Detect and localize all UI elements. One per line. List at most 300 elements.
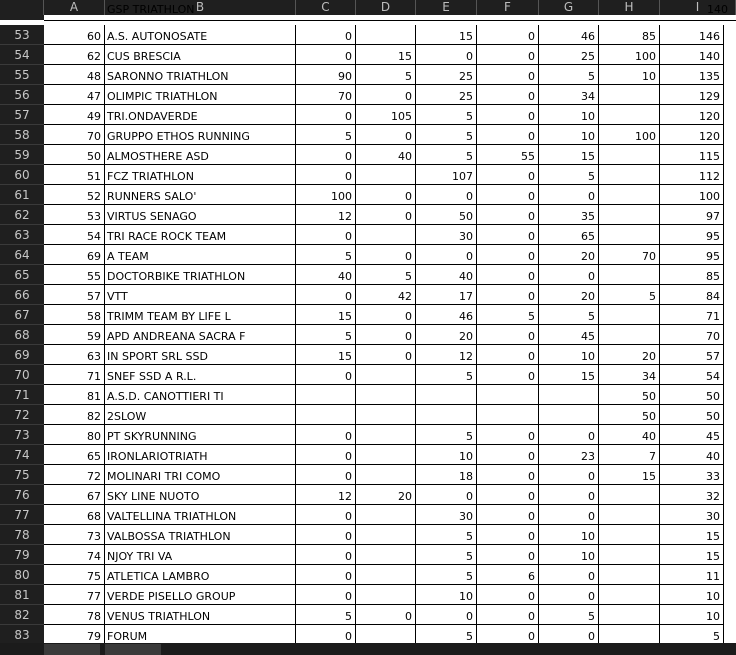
cell-a[interactable]: 77 (44, 585, 105, 605)
row-header[interactable]: 71 (0, 385, 44, 405)
cell-g[interactable]: 5 (539, 305, 599, 325)
cell-e[interactable]: 46 (416, 305, 477, 325)
cell-b[interactable]: SNEF SSD A R.L. (105, 365, 296, 385)
cell-c[interactable]: 0 (296, 105, 356, 125)
cell-h[interactable]: 20 (599, 345, 660, 365)
cell-c[interactable]: 0 (296, 465, 356, 485)
cell-b[interactable]: DOCTORBIKE TRIATHLON (105, 265, 296, 285)
cell-f[interactable]: 0 (477, 605, 539, 625)
cell-f[interactable]: 0 (477, 265, 539, 285)
cell-g[interactable]: 0 (539, 505, 599, 525)
cell-a[interactable]: 50 (44, 145, 105, 165)
cell-e[interactable]: 5 (416, 145, 477, 165)
cell-a[interactable]: 52 (44, 185, 105, 205)
cell-h[interactable]: 50 (599, 405, 660, 425)
cell-f[interactable]: 55 (477, 145, 539, 165)
cell-i[interactable]: 135 (660, 65, 724, 85)
cell-b[interactable]: SKY LINE NUOTO (105, 485, 296, 505)
cell-a[interactable]: 78 (44, 605, 105, 625)
cell-b[interactable]: APD ANDREANA SACRA F (105, 325, 296, 345)
cell-g[interactable]: 23 (539, 445, 599, 465)
cell-a[interactable]: 82 (44, 405, 105, 425)
sheet-tab-1[interactable] (44, 644, 100, 655)
cell-c[interactable]: 15 (296, 345, 356, 365)
cell-e[interactable]: 107 (416, 165, 477, 185)
cell-f[interactable]: 0 (477, 505, 539, 525)
cell-a[interactable]: 80 (44, 425, 105, 445)
cell-f[interactable]: 0 (477, 205, 539, 225)
column-header-e[interactable]: E (416, 0, 477, 15)
cell-c[interactable]: 5 (296, 125, 356, 145)
cell-e[interactable]: 0 (416, 605, 477, 625)
cell-f[interactable]: 0 (477, 345, 539, 365)
cell-g[interactable]: 0 (539, 565, 599, 585)
cell-d[interactable]: 0 (356, 125, 416, 145)
cell-i[interactable]: 120 (660, 125, 724, 145)
cell-b[interactable]: TRI RACE ROCK TEAM (105, 225, 296, 245)
cell-c[interactable]: 12 (296, 205, 356, 225)
cell-f[interactable]: 0 (477, 465, 539, 485)
cell-c[interactable]: 0 (296, 45, 356, 65)
cell-c[interactable]: 100 (296, 185, 356, 205)
cell-h[interactable] (599, 525, 660, 545)
cell-h[interactable] (599, 325, 660, 345)
cell-f[interactable]: 0 (477, 445, 539, 465)
cell-h[interactable] (599, 565, 660, 585)
sheet-tab-2[interactable] (105, 644, 161, 655)
cell-h[interactable] (599, 225, 660, 245)
cell-i[interactable]: 71 (660, 305, 724, 325)
cell-d[interactable] (356, 365, 416, 385)
cell-b[interactable]: TRI.ONDAVERDE (105, 105, 296, 125)
column-header-i[interactable]: I (660, 0, 736, 15)
cell-a[interactable]: 70 (44, 125, 105, 145)
cell-a[interactable]: 75 (44, 565, 105, 585)
cell-h[interactable] (599, 305, 660, 325)
cell-b[interactable]: MOLINARI TRI COMO (105, 465, 296, 485)
cell-f[interactable] (477, 385, 539, 405)
cell-h[interactable] (599, 505, 660, 525)
cell-i[interactable]: 50 (660, 405, 724, 425)
cell-d[interactable] (356, 425, 416, 445)
cell-i[interactable]: 95 (660, 245, 724, 265)
cell-i[interactable]: 70 (660, 325, 724, 345)
cell-g[interactable]: 0 (539, 185, 599, 205)
cell-g[interactable]: 5 (539, 165, 599, 185)
cell-g[interactable] (539, 385, 599, 405)
row-header[interactable]: 81 (0, 585, 44, 605)
row-header[interactable]: 65 (0, 265, 44, 285)
cell-e[interactable]: 10 (416, 445, 477, 465)
cell-f[interactable]: 0 (477, 585, 539, 605)
cell-i[interactable]: 33 (660, 465, 724, 485)
cell-f[interactable]: 0 (477, 225, 539, 245)
cell-f[interactable]: 0 (477, 85, 539, 105)
cell-a[interactable]: 68 (44, 505, 105, 525)
cell-e[interactable]: 18 (416, 465, 477, 485)
cell-h[interactable] (599, 485, 660, 505)
cell-g[interactable]: 10 (539, 125, 599, 145)
cell-e[interactable]: 5 (416, 125, 477, 145)
column-header-c[interactable]: C (296, 0, 356, 15)
cell-e[interactable]: 20 (416, 325, 477, 345)
cell-a[interactable]: 54 (44, 225, 105, 245)
cell-d[interactable] (356, 465, 416, 485)
cell-e[interactable]: 25 (416, 85, 477, 105)
cell-b[interactable]: A.S. AUTONOSATE (105, 25, 296, 45)
cell-d[interactable] (356, 445, 416, 465)
cell-g[interactable]: 35 (539, 205, 599, 225)
cell-h[interactable] (599, 585, 660, 605)
cell-i[interactable]: 57 (660, 345, 724, 365)
cell-f[interactable]: 0 (477, 125, 539, 145)
row-header[interactable]: 82 (0, 605, 44, 625)
cell-f[interactable]: 0 (477, 545, 539, 565)
cell-b[interactable]: RUNNERS SALO' (105, 185, 296, 205)
cell-b[interactable]: NJOY TRI VA (105, 545, 296, 565)
cell-a[interactable]: 48 (44, 65, 105, 85)
cell-f[interactable] (477, 405, 539, 425)
cell-a[interactable]: 62 (44, 45, 105, 65)
cell-i[interactable]: 32 (660, 485, 724, 505)
cell-f[interactable]: 0 (477, 25, 539, 45)
cell-g[interactable]: 0 (539, 265, 599, 285)
cell-b[interactable]: ALMOSTHERE ASD (105, 145, 296, 165)
cell-b[interactable]: VALBOSSA TRIATHLON (105, 525, 296, 545)
cell-f[interactable]: 0 (477, 425, 539, 445)
cell-g[interactable]: 15 (539, 145, 599, 165)
cell-d[interactable]: 0 (356, 205, 416, 225)
cell-d[interactable] (356, 625, 416, 645)
cell-c[interactable]: 0 (296, 525, 356, 545)
cell-d[interactable] (356, 405, 416, 425)
cell-i[interactable]: 140 (660, 45, 724, 65)
select-all-corner[interactable] (0, 0, 44, 15)
cell-i[interactable]: 97 (660, 205, 724, 225)
cell-b[interactable]: SARONNO TRIATHLON (105, 65, 296, 85)
cell-d[interactable]: 5 (356, 265, 416, 285)
cell-d[interactable]: 20 (356, 485, 416, 505)
column-header-f[interactable]: F (477, 0, 539, 15)
cell-d[interactable] (356, 165, 416, 185)
cell-e[interactable]: 25 (416, 65, 477, 85)
cell-g[interactable]: 10 (539, 545, 599, 565)
cell-h[interactable] (599, 145, 660, 165)
row-header[interactable]: 75 (0, 465, 44, 485)
cell-b[interactable]: VTT (105, 285, 296, 305)
cell-b[interactable]: VENUS TRIATHLON (105, 605, 296, 625)
cell-f[interactable]: 0 (477, 325, 539, 345)
cell-c[interactable]: 90 (296, 65, 356, 85)
cell-a[interactable]: 73 (44, 525, 105, 545)
row-header[interactable]: 57 (0, 105, 44, 125)
cell-i[interactable]: 15 (660, 545, 724, 565)
cell-h[interactable]: 100 (599, 45, 660, 65)
cell-a[interactable]: 58 (44, 305, 105, 325)
cell-h[interactable] (599, 545, 660, 565)
cell-h[interactable]: 50 (599, 385, 660, 405)
row-header[interactable]: 64 (0, 245, 44, 265)
cell-a[interactable]: 74 (44, 545, 105, 565)
cell-d[interactable]: 5 (356, 65, 416, 85)
cell-e[interactable]: 0 (416, 45, 477, 65)
cell-c[interactable]: 0 (296, 425, 356, 445)
cell-h[interactable]: 7 (599, 445, 660, 465)
cell-c[interactable]: 0 (296, 225, 356, 245)
cell-d[interactable] (356, 385, 416, 405)
cell-h[interactable] (599, 625, 660, 645)
cell-f[interactable]: 0 (477, 65, 539, 85)
cell-e[interactable]: 0 (416, 185, 477, 205)
cell-c[interactable]: 5 (296, 325, 356, 345)
cell-d[interactable]: 105 (356, 105, 416, 125)
row-header[interactable]: 66 (0, 285, 44, 305)
cell-e[interactable] (416, 405, 477, 425)
cell-f[interactable]: 0 (477, 485, 539, 505)
cell-i[interactable]: 84 (660, 285, 724, 305)
cell-g[interactable]: 65 (539, 225, 599, 245)
cell-g[interactable]: 0 (539, 585, 599, 605)
cell-d[interactable] (356, 565, 416, 585)
cell-d[interactable]: 0 (356, 305, 416, 325)
cell-i[interactable]: 10 (660, 585, 724, 605)
cell-h[interactable]: 40 (599, 425, 660, 445)
cell-b[interactable]: IRONLARIOTRIATH (105, 445, 296, 465)
cell-b[interactable]: VIRTUS SENAGO (105, 205, 296, 225)
cell-b[interactable]: ATLETICA LAMBRO (105, 565, 296, 585)
cell-g[interactable]: 0 (539, 425, 599, 445)
cell-g[interactable]: 0 (539, 625, 599, 645)
cell-g[interactable]: 5 (539, 65, 599, 85)
cell-a[interactable]: 65 (44, 445, 105, 465)
cell-e[interactable]: 5 (416, 105, 477, 125)
cell-i[interactable]: 54 (660, 365, 724, 385)
row-header[interactable]: 59 (0, 145, 44, 165)
cell-d[interactable]: 40 (356, 145, 416, 165)
column-header-b[interactable]: B (105, 0, 296, 15)
cell-e[interactable]: 17 (416, 285, 477, 305)
cell-b[interactable]: OLIMPIC TRIATHLON (105, 85, 296, 105)
row-header[interactable]: 53 (0, 25, 44, 45)
cell-e[interactable]: 15 (416, 25, 477, 45)
cell-c[interactable]: 0 (296, 505, 356, 525)
cell-f[interactable]: 5 (477, 305, 539, 325)
cell-i[interactable]: 10 (660, 605, 724, 625)
cell-c[interactable]: 40 (296, 265, 356, 285)
cell-g[interactable]: 10 (539, 345, 599, 365)
cell-d[interactable] (356, 585, 416, 605)
cell-e[interactable]: 5 (416, 525, 477, 545)
cell-e[interactable]: 5 (416, 425, 477, 445)
cell-a[interactable]: 72 (44, 465, 105, 485)
cell-d[interactable]: 0 (356, 245, 416, 265)
cell-c[interactable]: 0 (296, 545, 356, 565)
cell-i[interactable]: 5 (660, 625, 724, 645)
cell-d[interactable]: 42 (356, 285, 416, 305)
row-header[interactable]: 74 (0, 445, 44, 465)
cell-i[interactable]: 146 (660, 25, 724, 45)
cell-i[interactable]: 129 (660, 85, 724, 105)
cell-g[interactable]: 46 (539, 25, 599, 45)
cell-f[interactable]: 0 (477, 185, 539, 205)
row-header[interactable]: 62 (0, 205, 44, 225)
cell-e[interactable]: 5 (416, 545, 477, 565)
cell-e[interactable]: 0 (416, 245, 477, 265)
cell-a[interactable]: 69 (44, 245, 105, 265)
cell-b[interactable]: A.S.D. CANOTTIERI TI (105, 385, 296, 405)
cell-c[interactable]: 0 (296, 285, 356, 305)
row-header[interactable]: 69 (0, 345, 44, 365)
cell-i[interactable]: 30 (660, 505, 724, 525)
cell-c[interactable]: 0 (296, 25, 356, 45)
cell-f[interactable]: 0 (477, 45, 539, 65)
cell-d[interactable] (356, 225, 416, 245)
cell-a[interactable]: 47 (44, 85, 105, 105)
cell-e[interactable]: 40 (416, 265, 477, 285)
cell-b[interactable]: VERDE PISELLO GROUP (105, 585, 296, 605)
cell-d[interactable] (356, 25, 416, 45)
cell-f[interactable]: 0 (477, 625, 539, 645)
row-header[interactable]: 77 (0, 505, 44, 525)
cell-c[interactable]: 0 (296, 585, 356, 605)
cell-d[interactable]: 0 (356, 325, 416, 345)
cell-h[interactable]: 15 (599, 465, 660, 485)
cell-e[interactable]: 5 (416, 625, 477, 645)
cell-f[interactable]: 0 (477, 245, 539, 265)
cell-a[interactable]: 67 (44, 485, 105, 505)
row-header[interactable]: 78 (0, 525, 44, 545)
cell-h[interactable] (599, 165, 660, 185)
cell-d[interactable] (356, 545, 416, 565)
cell-h[interactable]: 5 (599, 285, 660, 305)
cell-a[interactable]: 60 (44, 25, 105, 45)
cell-i[interactable]: 115 (660, 145, 724, 165)
cell-i[interactable]: 45 (660, 425, 724, 445)
cell-a[interactable]: 63 (44, 345, 105, 365)
column-header-d[interactable]: D (356, 0, 416, 15)
cell-b[interactable]: PT SKYRUNNING (105, 425, 296, 445)
cell-f[interactable]: 0 (477, 165, 539, 185)
cell-d[interactable] (356, 505, 416, 525)
cell-h[interactable] (599, 605, 660, 625)
cell-h[interactable] (599, 185, 660, 205)
cell-h[interactable]: 34 (599, 365, 660, 385)
cell-c[interactable]: 0 (296, 365, 356, 385)
cell-e[interactable]: 12 (416, 345, 477, 365)
row-header[interactable]: 80 (0, 565, 44, 585)
cell-g[interactable] (539, 405, 599, 425)
cell-a[interactable]: 51 (44, 165, 105, 185)
cell-c[interactable]: 70 (296, 85, 356, 105)
cell-g[interactable]: 0 (539, 485, 599, 505)
cell-e[interactable]: 0 (416, 485, 477, 505)
cell-b[interactable]: TRIMM TEAM BY LIFE L (105, 305, 296, 325)
cell-b[interactable]: CUS BRESCIA (105, 45, 296, 65)
cell-i[interactable]: 40 (660, 445, 724, 465)
cell-g[interactable]: 5 (539, 605, 599, 625)
row-header[interactable]: 70 (0, 365, 44, 385)
cell-b[interactable]: GRUPPO ETHOS RUNNING (105, 125, 296, 145)
row-header[interactable]: 56 (0, 85, 44, 105)
cell-h[interactable] (599, 265, 660, 285)
cell-i[interactable]: 120 (660, 105, 724, 125)
cell-h[interactable]: 70 (599, 245, 660, 265)
row-header[interactable]: 72 (0, 405, 44, 425)
cell-c[interactable]: 5 (296, 245, 356, 265)
cell-e[interactable]: 30 (416, 225, 477, 245)
cell-b[interactable]: A TEAM (105, 245, 296, 265)
cell-f[interactable]: 0 (477, 285, 539, 305)
cell-c[interactable]: 15 (296, 305, 356, 325)
cell-g[interactable]: 25 (539, 45, 599, 65)
cell-b[interactable]: 2SLOW (105, 405, 296, 425)
cell-d[interactable] (356, 525, 416, 545)
row-header[interactable]: 73 (0, 425, 44, 445)
cell-g[interactable]: 0 (539, 465, 599, 485)
cell-h[interactable] (599, 85, 660, 105)
cell-i[interactable]: 50 (660, 385, 724, 405)
cell-i[interactable]: 95 (660, 225, 724, 245)
cell-f[interactable]: 0 (477, 105, 539, 125)
cell-g[interactable]: 34 (539, 85, 599, 105)
cell-d[interactable]: 0 (356, 85, 416, 105)
row-header[interactable]: 67 (0, 305, 44, 325)
cell-d[interactable]: 0 (356, 345, 416, 365)
cell-e[interactable]: 5 (416, 365, 477, 385)
cell-c[interactable]: 0 (296, 445, 356, 465)
cell-c[interactable] (296, 385, 356, 405)
column-header-g[interactable]: G (539, 0, 599, 15)
cell-c[interactable]: 0 (296, 165, 356, 185)
cell-c[interactable] (296, 405, 356, 425)
cell-f[interactable]: 0 (477, 525, 539, 545)
row-header[interactable]: 83 (0, 625, 44, 645)
row-header[interactable]: 58 (0, 125, 44, 145)
cell-g[interactable]: 20 (539, 285, 599, 305)
cell-a[interactable]: 79 (44, 625, 105, 645)
cell-b[interactable]: FCZ TRIATHLON (105, 165, 296, 185)
cell-c[interactable]: 0 (296, 625, 356, 645)
cell-h[interactable]: 85 (599, 25, 660, 45)
column-header-a[interactable]: A (44, 0, 105, 15)
row-header[interactable]: 76 (0, 485, 44, 505)
cell-b[interactable]: IN SPORT SRL SSD (105, 345, 296, 365)
cell-a[interactable]: 59 (44, 325, 105, 345)
cell-c[interactable]: 12 (296, 485, 356, 505)
cell-e[interactable]: 50 (416, 205, 477, 225)
cell-d[interactable]: 15 (356, 45, 416, 65)
cell-c[interactable]: 0 (296, 565, 356, 585)
cell-e[interactable]: 5 (416, 565, 477, 585)
cell-i[interactable]: 100 (660, 185, 724, 205)
cell-f[interactable]: 6 (477, 565, 539, 585)
cell-a[interactable]: 49 (44, 105, 105, 125)
cell-e[interactable]: 10 (416, 585, 477, 605)
cell-h[interactable]: 100 (599, 125, 660, 145)
row-header[interactable]: 60 (0, 165, 44, 185)
cell-e[interactable] (416, 385, 477, 405)
cell-h[interactable]: 10 (599, 65, 660, 85)
cell-b[interactable]: FORUM (105, 625, 296, 645)
cell-g[interactable]: 45 (539, 325, 599, 345)
cell-b[interactable]: VALTELLINA TRIATHLON (105, 505, 296, 525)
cell-a[interactable]: 71 (44, 365, 105, 385)
cell-f[interactable]: 0 (477, 365, 539, 385)
cell-i[interactable]: 112 (660, 165, 724, 185)
cell-h[interactable] (599, 105, 660, 125)
cell-a[interactable]: 81 (44, 385, 105, 405)
cell-d[interactable]: 0 (356, 605, 416, 625)
